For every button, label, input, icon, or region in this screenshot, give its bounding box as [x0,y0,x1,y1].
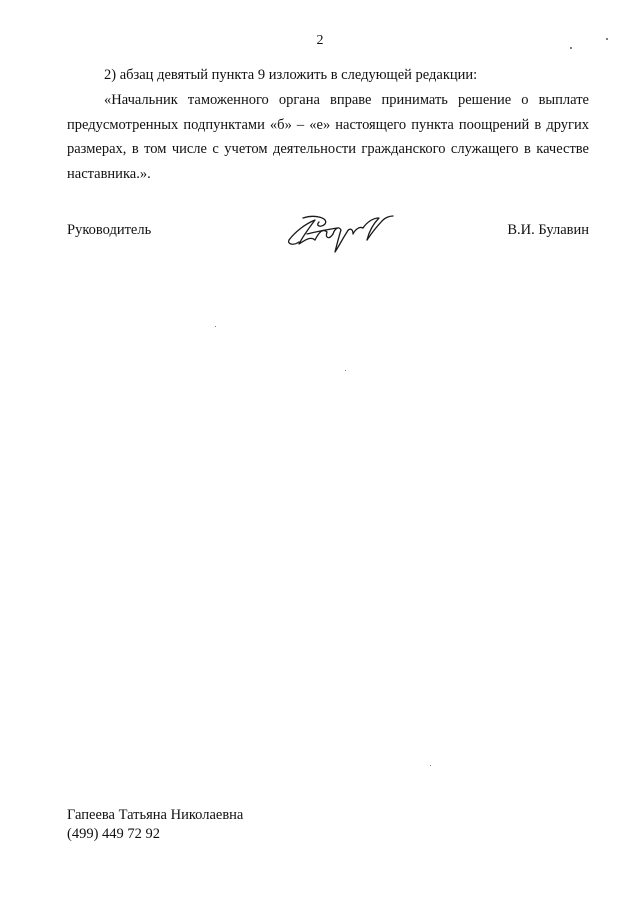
scan-speck [345,370,346,371]
scan-speck [570,47,572,49]
handwritten-signature [285,210,397,258]
signatory-name: В.И. Булавин [507,222,589,238]
scan-speck [606,38,608,40]
amendment-quote: «Начальник таможенного органа вправе принимать решение о выплате предусмотренных подпунктами «б» – «е» настоящего пункта поощрений в других размерах, в том числе с учетом деятельности гражданского служащего в качестве наставника.». [67,92,589,182]
signatory-title: Руководитель [67,222,152,238]
scan-speck [430,765,431,766]
contact-block [67,806,243,844]
contact-phone: (499) 449 72 92 [67,826,161,842]
amendment-item: 2) абзац девятый пункта 9 изложить в следующей редакции: [104,67,478,83]
scan-speck [215,326,216,327]
contact-name: Гапеева Татьяна Николаевна [67,807,244,823]
page-number: 2 [316,33,324,48]
